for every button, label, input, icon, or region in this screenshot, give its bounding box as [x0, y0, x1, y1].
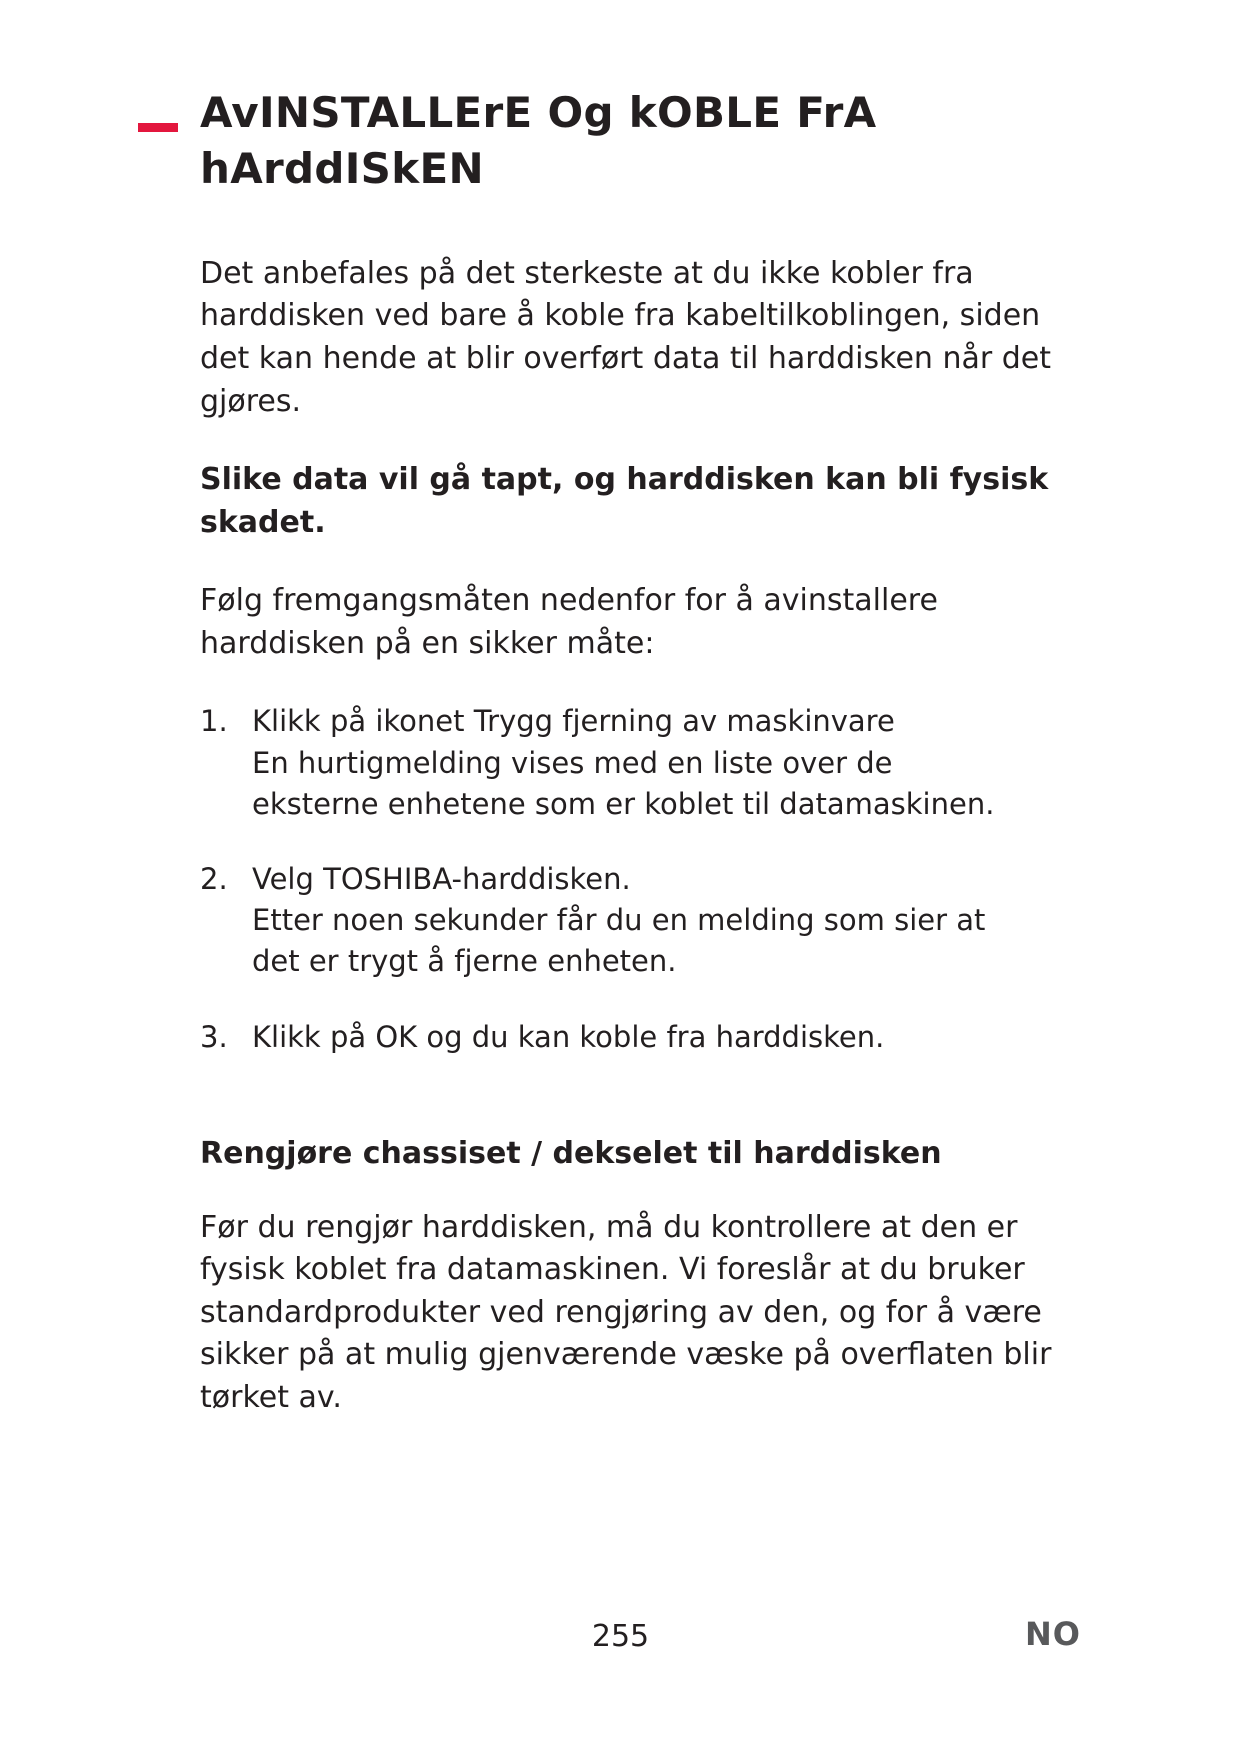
- step-number: 2.: [200, 861, 228, 896]
- step-line-3: det er trygt å fjerne enheten.: [252, 944, 677, 979]
- page-content: [200, 85, 1080, 1420]
- steps-list: [200, 701, 1080, 1057]
- step-line-2: Etter noen sekunder får du en melding som sier at: [252, 903, 986, 938]
- step-number: 3.: [200, 1019, 228, 1054]
- page-title: AvINSTALLErE Og kOBLE FrA hArddISkEN: [200, 88, 877, 193]
- list-item: [200, 859, 1080, 983]
- intro-paragraph: Det anbefales på det sterkeste at du ikke kobler fra harddisken ved bare å koble fra kabeltilkoblingen, siden det kan hende at blir overført data til harddisken når det gjøres.: [200, 255, 1051, 419]
- step-number: 1.: [200, 704, 228, 739]
- instruction-paragraph: Følg fremgangsmåten nedenfor for å avinstallere harddisken på en sikker måte:: [200, 583, 938, 661]
- step-line-1: Velg TOSHIBA-harddisken.: [252, 861, 631, 896]
- title-row: [200, 85, 1080, 197]
- list-item: [200, 1017, 1080, 1058]
- step-line-1: Klikk på OK og du kan koble fra harddisken.: [252, 1019, 885, 1054]
- list-item: [200, 701, 1080, 825]
- page-number: 255: [591, 1619, 650, 1654]
- step-line-2: En hurtigmelding vises med en liste over de: [252, 745, 893, 780]
- step-line-3: eksterne enhetene som er koblet til datamaskinen.: [252, 786, 995, 821]
- warning-paragraph: Slike data vil gå tapt, og harddisken kan bli fysisk skadet.: [200, 462, 1049, 540]
- accent-dash-icon: [138, 123, 178, 132]
- section-paragraph: Før du rengjør harddisken, må du kontrollere at den er fysisk koblet fra datamaskinen. Vi foreslår at du bruker standardprodukter ved rengjøring av den, og for å være sikker på at mulig gjenværende væske på overflaten blir tørket av.: [200, 1209, 1052, 1416]
- step-line-1: Klikk på ikonet Trygg fjerning av maskinvare: [252, 704, 895, 739]
- language-code: NO: [1025, 1615, 1081, 1653]
- section-heading: Rengjøre chassiset / dekselet til harddisken: [200, 1135, 942, 1171]
- page-footer: [0, 1615, 1241, 1659]
